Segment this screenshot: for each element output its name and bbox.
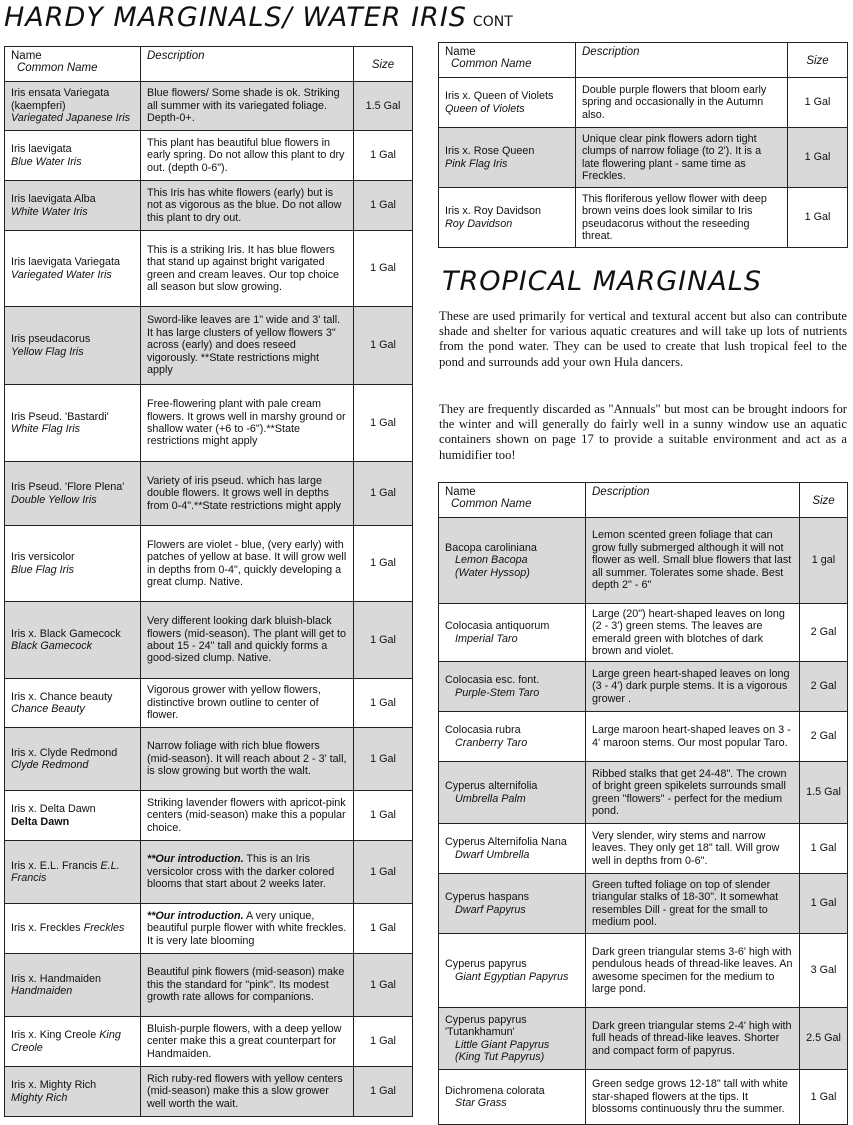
botanical-name: Iris x. Mighty Rich <box>11 1079 97 1092</box>
description-cell: Sword-like leaves are 1" wide and 3' tall. It has large clusters of yellow flowers 3" across (early) and does reseed vigorously. **State restrictions might apply <box>141 307 354 385</box>
table-row <box>5 841 413 904</box>
botanical-name: Iris Pseud. 'Flore Plena' <box>11 481 125 494</box>
plant-name-cell <box>439 1070 586 1125</box>
description-cell: Dark green triangular stems 2-4' high with full heads of thread-like leaves. Shorter and compact form of papyrus. <box>586 1008 800 1070</box>
description-cell: Dark green triangular stems 3-6' high with pendulous heads of thread-like leaves. An awesome specimen for the medium to large pond. <box>586 934 800 1008</box>
common-name: Dwarf Papyrus <box>455 903 526 916</box>
description-cell: Large maroon heart-shaped leaves on 3 - 4' maroon stems. Our most popular Taro. <box>586 712 800 762</box>
plant-name-cell <box>5 679 141 728</box>
size-cell: 1 gal <box>800 518 848 604</box>
botanical-name: Iris x. Roy Davidson <box>445 205 542 218</box>
botanical-name: Iris versicolor <box>11 551 75 564</box>
size-cell: 1 Gal <box>354 728 413 791</box>
botanical-name: Iris x. Chance beauty <box>11 690 113 703</box>
intro-paragraph-2: They are frequently discarded as "Annuals" but most can be brought indoors for the winter and will generally do fairly well in a sunny window use an aquatic containers shown on page 17 to provide a suitable environment and act as a humidifier too! <box>439 402 847 462</box>
botanical-name: Iris laevigata Variegata <box>11 256 121 269</box>
size-cell: 1 Gal <box>354 602 413 679</box>
table-row <box>439 824 848 874</box>
description-header: Description <box>586 483 800 518</box>
table-row <box>439 78 848 128</box>
description-cell: Variety of iris pseud. which has large double flowers. It grows well in depths from 0-4".**State restrictions might apply <box>141 462 354 526</box>
botanical-name: Name <box>445 46 476 58</box>
table-row <box>439 874 848 934</box>
description-cell: This plant has beautiful blue flowers in early spring. Do not allow this plant to dry out. (depth 0-6"). <box>141 131 354 181</box>
plant-name-cell <box>439 762 586 824</box>
description-cell: This is a striking Iris. It has blue flowers that stand up against bright varigated green and cream leaves. Our top choice all season but slow growing. <box>141 231 354 307</box>
description-cell: Striking lavender flowers with apricot-pink centers (mid-season) make this a popular choice. <box>141 791 354 841</box>
description-text: A very unique, beautiful purple flower with white freckles. It is very late blooming <box>147 909 347 947</box>
size-cell: 1 Gal <box>354 131 413 181</box>
plant-name-cell <box>439 874 586 934</box>
table-row <box>5 791 413 841</box>
common-name: Common Name <box>451 498 532 511</box>
table-row <box>5 131 413 181</box>
size-cell: 1 Gal <box>788 188 848 248</box>
common-name: Roy Davidson <box>445 217 513 230</box>
size-cell: 1 Gal <box>354 954 413 1017</box>
common-name: Lemon Bacopa <box>455 554 528 567</box>
plant-name-cell <box>5 231 141 307</box>
page-title <box>4 2 513 33</box>
common-name: Giant Egyptian Papyrus <box>455 970 569 983</box>
plant-name-cell <box>5 728 141 791</box>
description-cell: Green sedge grows 12-18" tall with white star-shaped flowers at the tips. It blossoms continuously thru the summer. <box>586 1070 800 1125</box>
table-row <box>5 181 413 231</box>
botanical-name: Colocasia esc. font. <box>445 674 540 687</box>
tropical-marginals-title: TROPICAL MARGINALS <box>442 266 762 297</box>
plant-name-cell <box>439 662 586 712</box>
introduction-note: **Our introduction. <box>147 853 244 866</box>
table-row <box>5 1067 413 1117</box>
table-row <box>439 188 848 248</box>
table-row <box>439 128 848 188</box>
table-row <box>439 1008 848 1070</box>
common-name: Pink Flag Iris <box>445 157 508 170</box>
description-cell: Ribbed stalks that get 24-48". The crown of bright green spikelets surrounds small green "flowers" - perfect for the medium pond. <box>586 762 800 824</box>
common-name: Dwarf Umbrella <box>455 848 530 861</box>
size-header: Size <box>788 43 848 78</box>
table-row <box>439 712 848 762</box>
description-cell: This floriferous yellow flower with deep brown veins does look similar to Iris pseudacorus without the reseeding threat. <box>576 188 788 248</box>
description-cell: Narrow foliage with rich blue flowers (mid-season). It will reach about 2 - 3' tall, is slow growing but worth the walt. <box>141 728 354 791</box>
page-title-cont: CONT <box>472 14 513 30</box>
description-cell: Bluish-purple flowers, with a deep yellow center make this a great counterpart for Handmaiden. <box>141 1017 354 1067</box>
botanical-name: Iris x. Delta Dawn <box>11 803 96 816</box>
size-cell: 2 Gal <box>800 712 848 762</box>
common-name: E.L. Francis <box>11 859 120 884</box>
common-name: Yellow Flag Iris <box>11 345 84 358</box>
table-header-row <box>439 483 848 518</box>
plant-name-cell <box>439 1008 586 1070</box>
botanical-name: Dichromena colorata <box>445 1084 545 1097</box>
botanical-name: Colocasia antiquorum <box>445 620 550 633</box>
botanical-name: Colocasia rubra <box>445 724 521 737</box>
table-row <box>5 526 413 602</box>
table-row <box>5 231 413 307</box>
botanical-name: Name <box>11 50 42 62</box>
botanical-name: Iris pseudacorus <box>11 333 91 346</box>
size-cell: 1 Gal <box>354 385 413 462</box>
introduction-note: **Our introduction. <box>147 909 244 922</box>
common-name: White Water Iris <box>11 205 88 218</box>
plant-name-cell <box>5 1017 141 1067</box>
common-name: Variegated Japanese Iris <box>11 112 131 125</box>
botanical-name: Iris ensata Variegata (kaempferi) <box>11 87 110 112</box>
common-name: Black Gamecock <box>11 640 93 652</box>
size-cell: 1 Gal <box>788 78 848 128</box>
common-name: Imperial Taro <box>455 632 518 645</box>
description-cell: Very slender, wiry stems and narrow leaves. They only get 18" tall. Will grow well in depths from 0-6". <box>586 824 800 874</box>
table-row <box>5 462 413 526</box>
common-name: Star Grass <box>455 1097 507 1109</box>
botanical-name: Iris x. Clyde Redmond <box>11 746 118 759</box>
botanical-name: Cyperus papyrus 'Tutankhamun' <box>445 1013 527 1039</box>
table-row <box>5 385 413 462</box>
plant-name-cell <box>439 188 576 248</box>
iris-continued-table <box>438 42 848 248</box>
table-header-row <box>5 47 413 82</box>
plant-name-cell <box>5 181 141 231</box>
size-cell: 1 Gal <box>354 526 413 602</box>
common-name: Blue Water Iris <box>11 155 82 168</box>
plant-name-cell <box>5 307 141 385</box>
common-name: Queen of Violets <box>445 102 525 115</box>
botanical-name: Iris x. Queen of Violets <box>445 90 554 103</box>
common-name: Mighty Rich <box>11 1091 68 1104</box>
botanical-name: Iris x. Handmaiden <box>11 972 102 985</box>
common-name: White Flag Iris <box>11 423 80 435</box>
size-cell: 1 Gal <box>354 462 413 526</box>
size-cell: 1 Gal <box>354 1067 413 1117</box>
size-cell: 2 Gal <box>800 604 848 662</box>
page-title-text: HARDY MARGINALS/ WATER IRIS <box>4 2 467 33</box>
plant-name-cell <box>5 526 141 602</box>
table-row <box>439 662 848 712</box>
cell-text <box>147 853 244 865</box>
description-cell: Lemon scented green foliage that can grow fully submerged although it will not flower as well. Small blue flowers that last all summer. Tolerates some shade. Best depth 2" - 6" <box>586 518 800 604</box>
table-row <box>5 602 413 679</box>
size-header: Size <box>800 483 848 518</box>
description-cell: Green tufted foliage on top of slender triangular stalks of 18-30". It somewhat resembles Dill - great for the small to medium pool. <box>586 874 800 934</box>
botanical-name: Iris x. King Creole <box>11 1029 97 1042</box>
size-cell: 1.5 Gal <box>800 762 848 824</box>
name-header <box>439 43 576 78</box>
description-cell: Rich ruby-red flowers with yellow centers (mid-season) make this a slow grower well worth the wait. <box>141 1067 354 1117</box>
size-cell: 2 Gal <box>800 662 848 712</box>
size-cell: 2.5 Gal <box>800 1008 848 1070</box>
plant-name-cell <box>5 954 141 1017</box>
botanical-name: Cyperus alternifolia <box>445 780 538 793</box>
botanical-name: Iris laevigata <box>11 143 72 156</box>
description-cell: Large green heart-shaped leaves on long (3 - 4') dark purple stems. It is a vigorous grower . <box>586 662 800 712</box>
botanical-name: Name <box>445 486 476 498</box>
description-header: Description <box>576 43 788 78</box>
plant-name-cell <box>439 934 586 1008</box>
description-cell: This Iris has white flowers (early) but is not as vigorous as the blue. Do not allow this plant to dry out. <box>141 181 354 231</box>
common-name: Clyde Redmond <box>11 759 89 771</box>
table-row <box>5 728 413 791</box>
size-cell: 3 Gal <box>800 934 848 1008</box>
common-name: Blue Flag Iris <box>11 563 75 576</box>
table-row <box>439 934 848 1008</box>
table-row <box>439 604 848 662</box>
description-cell: Beautiful pink flowers (mid-season) make this the standard for "pink". Its modest growth rate allows for companions. <box>141 954 354 1017</box>
cell-text <box>147 910 244 922</box>
size-cell: 1 Gal <box>354 904 413 954</box>
common-name: Common Name <box>451 58 532 71</box>
botanical-name: Iris x. Freckles <box>11 922 81 935</box>
size-cell: 1 Gal <box>354 307 413 385</box>
plant-name-cell <box>5 791 141 841</box>
description-text: This is an Iris versicolor cross with the darker colored blooms that start about 2 weeks later. <box>147 853 335 891</box>
plant-name-cell <box>5 385 141 462</box>
size-cell: 1 Gal <box>354 181 413 231</box>
common-name: (Water Hyssop) <box>455 566 530 579</box>
description-header: Description <box>141 47 354 82</box>
size-cell: 1 Gal <box>354 841 413 904</box>
common-name: Cranberry Taro <box>455 736 528 749</box>
plant-name-cell <box>439 824 586 874</box>
plant-name-cell <box>5 602 141 679</box>
table-row <box>439 1070 848 1125</box>
size-cell: 1 Gal <box>800 1070 848 1125</box>
botanical-name: Cyperus Alternifolia Nana <box>445 836 567 849</box>
botanical-name: Iris x. E.L. Francis <box>11 859 98 872</box>
name-header <box>5 47 141 82</box>
botanical-name: Iris x. Rose Queen <box>445 145 535 158</box>
common-name: Variegated Water Iris <box>11 268 112 281</box>
common-name: Umbrella Palm <box>455 792 526 805</box>
size-cell: 1.5 Gal <box>354 82 413 131</box>
description-cell <box>141 904 354 954</box>
table-row <box>439 762 848 824</box>
size-cell: 1 Gal <box>800 874 848 934</box>
table-row <box>5 82 413 131</box>
botanical-name: Iris Pseud. 'Bastardi' <box>11 410 109 423</box>
common-name: Purple-Stem Taro <box>455 686 540 699</box>
plant-name-cell <box>439 128 576 188</box>
common-name: Double Yellow Iris <box>11 493 97 506</box>
table-row <box>5 307 413 385</box>
name-header <box>439 483 586 518</box>
intro-paragraph-1: These are used primarily for vertical and textural accent but also can contribute shade and shelter for various aquatic creatures and will take up lots of nutrients from the pond water. They can be used to create that lush tropical feel to the pond and surrounds add your own Hula dancers. <box>439 309 847 369</box>
table-header-row <box>439 43 848 78</box>
common-name: Common Name <box>17 62 98 75</box>
plant-name-cell <box>5 462 141 526</box>
plant-name-cell <box>439 518 586 604</box>
table-row <box>439 518 848 604</box>
description-cell <box>141 841 354 904</box>
size-cell: 1 Gal <box>354 791 413 841</box>
botanical-name: Cyperus papyrus <box>445 958 527 971</box>
table-row <box>5 904 413 954</box>
size-cell: 1 Gal <box>354 1017 413 1067</box>
size-cell: 1 Gal <box>800 824 848 874</box>
common-name: Little Giant Papyrus <box>455 1038 550 1051</box>
description-cell: Free-flowering plant with pale cream flowers. It grows well in marshy ground or shallow water (+6 to -6").**State restrictions might apply <box>141 385 354 462</box>
size-cell: 1 Gal <box>788 128 848 188</box>
table-row <box>5 1017 413 1067</box>
common-name: King Creole <box>11 1029 121 1054</box>
plant-name-cell <box>439 78 576 128</box>
common-name: Chance Beauty <box>11 703 85 715</box>
plant-name-cell <box>439 712 586 762</box>
common-name: Handmaiden <box>11 985 73 997</box>
description-cell: Unique clear pink flowers adorn tight clumps of narrow foliage (to 2'). It is a late flowering plant - same time as Freckles. <box>576 128 788 188</box>
botanical-name: Iris laevigata Alba <box>11 193 96 206</box>
plant-name-cell <box>5 904 141 954</box>
description-cell: Double purple flowers that bloom early spring and occasionally in the Autumn also. <box>576 78 788 128</box>
table-row <box>5 679 413 728</box>
botanical-name: Bacopa caroliniana <box>445 541 537 554</box>
table-row <box>5 954 413 1017</box>
plant-name-cell <box>5 1067 141 1117</box>
common-name: (King Tut Papyrus) <box>455 1050 545 1063</box>
common-name: Delta Dawn <box>11 815 70 828</box>
botanical-name: Cyperus haspans <box>445 891 530 904</box>
plant-name-cell <box>5 131 141 181</box>
common-name: Freckles <box>83 922 125 935</box>
size-header: Size <box>354 47 413 82</box>
plant-name-cell <box>5 841 141 904</box>
size-cell: 1 Gal <box>354 679 413 728</box>
description-cell: Large (20") heart-shaped leaves on long (2 - 3') green stems. The leaves are emerald green with blotches of dark brown and violet. <box>586 604 800 662</box>
description-cell: Vigorous grower with yellow flowers, distinctive brown outline to center of flower. <box>141 679 354 728</box>
plant-name-cell <box>439 604 586 662</box>
description-cell: Very different looking dark bluish-black flowers (mid-season). The plant will get to about 15 - 24" tall and quickly forms a good-sized clump. Native. <box>141 602 354 679</box>
botanical-name: Iris x. Black Gamecock <box>11 627 121 640</box>
tropical-marginals-table <box>438 482 848 1125</box>
description-cell: Flowers are violet - blue, (very early) with patches of yellow at base. It will grow well in depths from 0-4", quickly developing a great clump. Native. <box>141 526 354 602</box>
size-cell: 1 Gal <box>354 231 413 307</box>
plant-name-cell <box>5 82 141 131</box>
description-cell: Blue flowers/ Some shade is ok. Striking all summer with its variegated foliage. Depth-0+. <box>141 82 354 131</box>
hardy-marginals-table <box>4 46 413 1117</box>
